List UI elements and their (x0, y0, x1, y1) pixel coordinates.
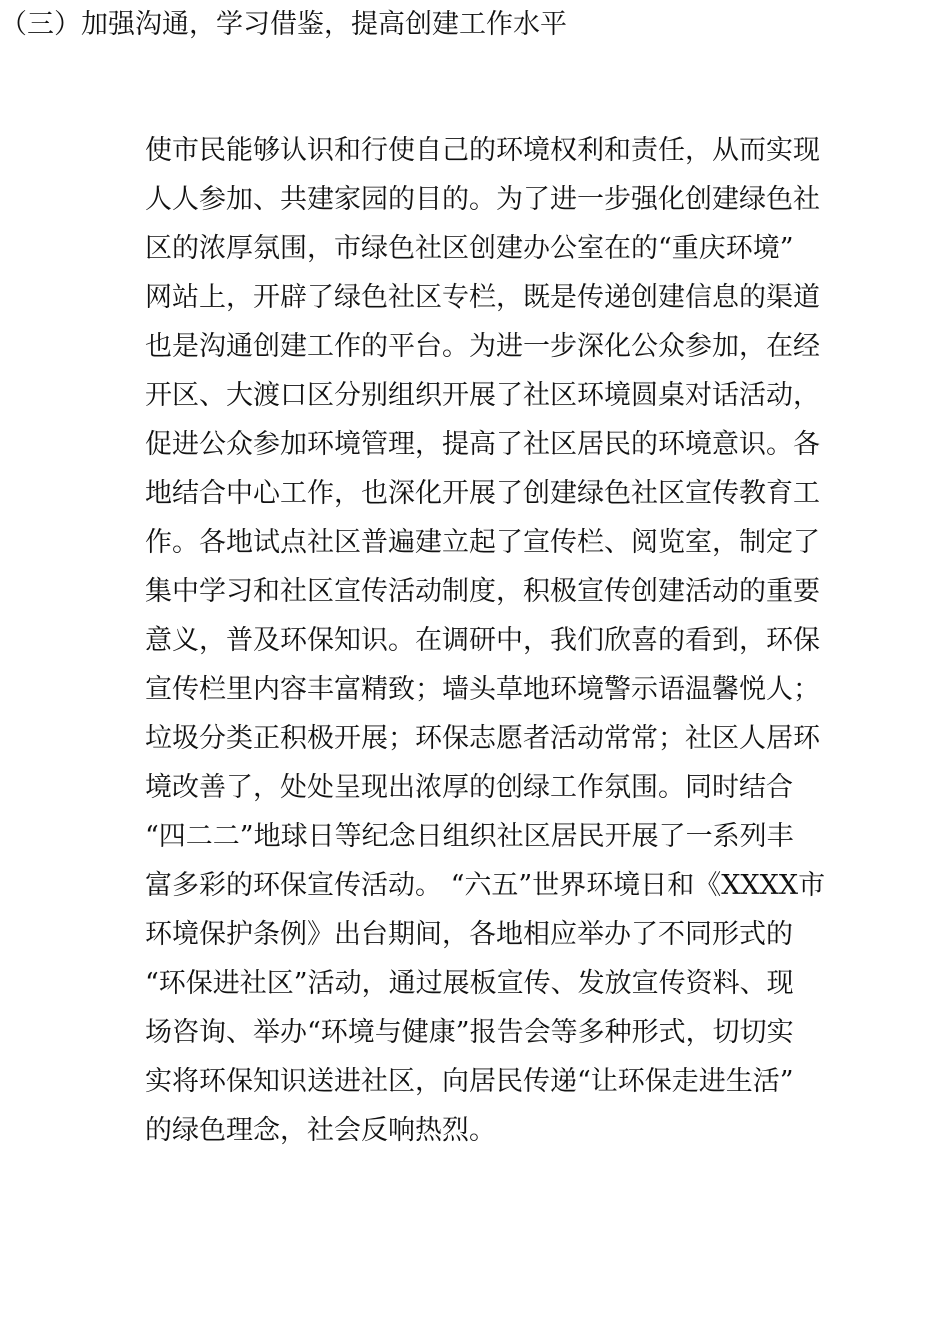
body-paragraph (145, 126, 825, 1155)
text-line: 境改善了，处处呈现出浓厚的创绿工作氛围。同时结合 (145, 772, 793, 803)
text-line: “环保进社区”活动，通过展板宣传、发放宣传资料、现 (145, 968, 794, 999)
text-line: 意义，普及环保知识。在调研中，我们欣喜的看到，环保 (145, 625, 820, 656)
text-line: 集中学习和社区宣传活动制度，积极宣传创建活动的重要 (145, 576, 820, 607)
text-line: 富多彩的环保宣传活动。 “六五”世界环境日和《XXXX市 (145, 870, 826, 901)
text-line: 作。各地试点社区普遍建立起了宣传栏、阅览室，制定了 (145, 527, 820, 558)
text-line: 促进公众参加环境管理，提高了社区居民的环境意识。各 (145, 429, 820, 460)
text-line: 也是沟通创建工作的平台。为进一步深化公众参加，在经 (145, 331, 820, 362)
text-line: 地结合中心工作，也深化开展了创建绿色社区宣传教育工 (145, 478, 820, 509)
text-line: 垃圾分类正积极开展；环保志愿者活动常常；社区人居环 (145, 723, 820, 754)
text-line: 环境保护条例》出台期间，各地相应举办了不同形式的 (145, 919, 793, 950)
text-line: 网站上，开辟了绿色社区专栏，既是传递创建信息的渠道 (145, 282, 820, 313)
text-line: 区的浓厚氛围，市绿色社区创建办公室在的“重庆环境” (145, 233, 794, 264)
text-line: 的绿色理念，社会反响热烈。 (145, 1115, 496, 1146)
text-line: 宣传栏里内容丰富精致；墙头草地环境警示语温馨悦人； (145, 674, 820, 705)
text-line: 开区、大渡口区分别组织开展了社区环境圆桌对话活动， (145, 380, 820, 411)
section-heading: （三）加强沟通，学习借鉴，提高创建工作水平 (0, 9, 567, 40)
text-line: 使市民能够认识和行使自己的环境权利和责任，从而实现 (145, 135, 820, 166)
text-line: 场咨询、举办“环境与健康”报告会等多种形式，切切实 (145, 1017, 794, 1048)
text-line: 人人参加、共建家园的目的。为了进一步强化创建绿色社 (145, 184, 820, 215)
text-line: 实将环保知识送进社区，向居民传递“让环保走进生活” (145, 1066, 794, 1097)
text-line: “四二二”地球日等纪念日组织社区居民开展了一系列丰 (145, 821, 794, 852)
